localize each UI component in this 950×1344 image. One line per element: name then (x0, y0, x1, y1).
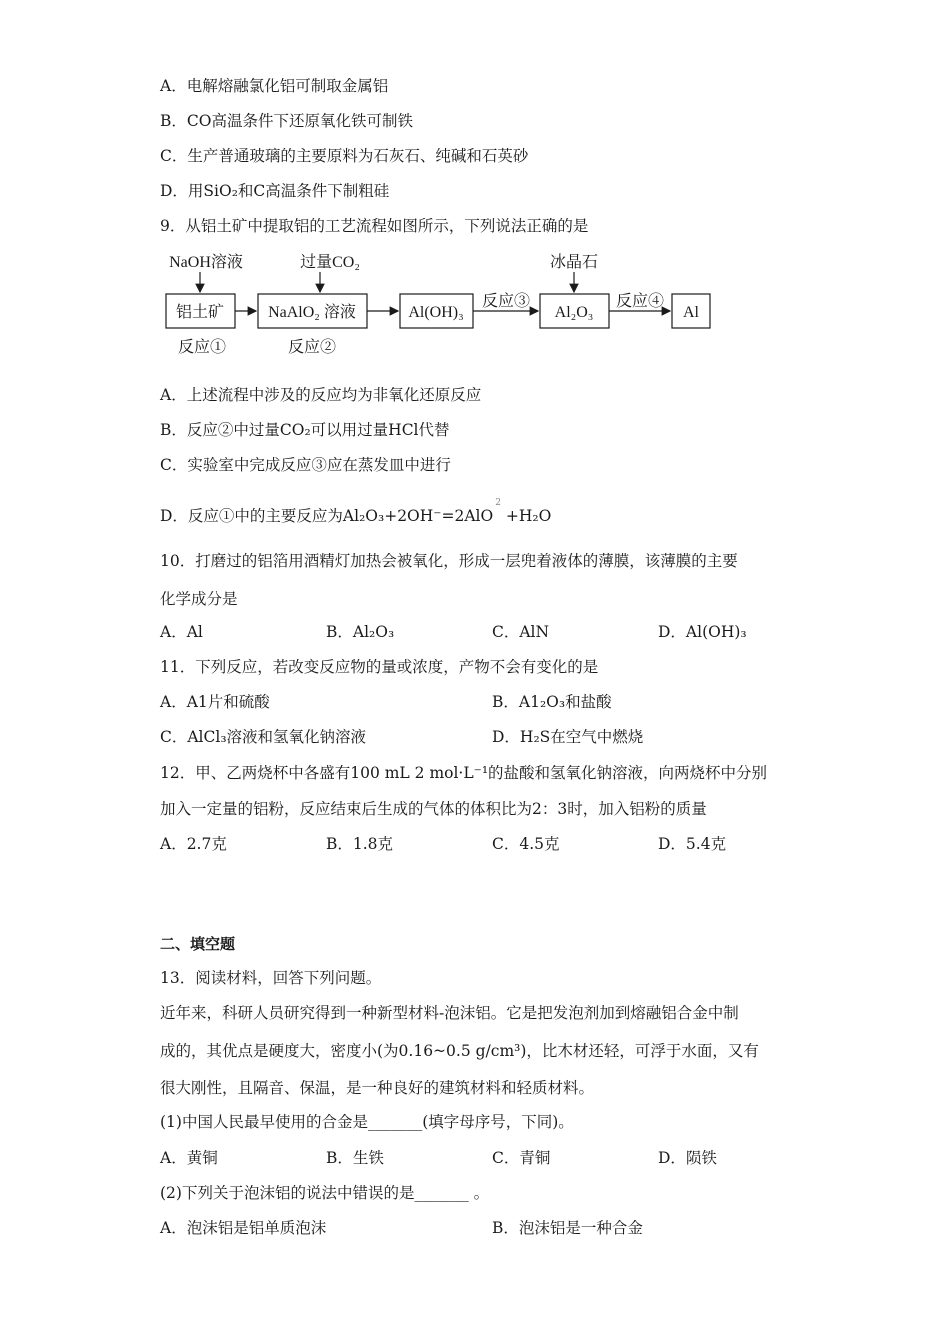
box-naalo2-solution: NaAlO₂ 溶液 (268, 304, 356, 321)
q11-option-d: D．H₂S在空气中燃烧 (492, 728, 644, 746)
q8-option-c: C．生产普通玻璃的主要原料为石灰石、纯碱和石英砂 (160, 147, 529, 165)
q12-stem-line1: 12．甲、乙两烧杯中各盛有100 mL 2 mol·L⁻¹的盐酸和氢氧化钠溶液，向两烧杯中分别 (160, 764, 768, 782)
q12-stem-line2: 加入一定量的铝粉，反应结束后生成的气体的体积比为2：3时，加入铝粉的质量 (160, 800, 707, 818)
q9-option-d-sup: 2 (495, 498, 501, 508)
label-excess-co2: 过量CO₂ (300, 254, 360, 271)
q11-option-b: B．A1₂O₃和盐酸 (492, 693, 612, 711)
label-reaction-4: 反应④ (615, 293, 665, 310)
q13-sub1-stem: (1)中国人民最早使用的合金是_______(填字母序号，下同)。 (160, 1113, 574, 1131)
q13-paragraph-line1: 近年来，科研人员研究得到一种新型材料-泡沫铝。它是把发泡剂加到熔融铝合金中制 (160, 1004, 739, 1022)
q11-stem: 11．下列反应，若改变反应物的量或浓度，产物不会有变化的是 (160, 658, 599, 676)
q8-option-d: D．用SiO₂和C高温条件下制粗硅 (160, 182, 390, 200)
q12-option-a: A．2.7克 (160, 835, 227, 853)
q13-sub1-option-a: A．黄铜 (160, 1149, 218, 1167)
q11-option-c: C．AlCl₃溶液和氢氧化钠溶液 (160, 728, 367, 746)
q13-paragraph-line2: 成的，其优点是硬度大，密度小(为0.16~0.5 g/cm³)，比木材还轻，可浮于水面，又有 (160, 1042, 759, 1060)
label-reaction-2: 反应② (287, 339, 337, 356)
q9-option-d-prefix: D．反应①中的主要反应为Al₂O₃+2OH⁻=2AlO (160, 507, 494, 526)
q13-sub2-option-b: B．泡沫铝是一种合金 (492, 1219, 643, 1237)
q10-stem-line2: 化学成分是 (160, 590, 238, 608)
q12-option-b: B．1.8克 (326, 835, 394, 853)
q10-option-d: D．Al(OH)₃ (658, 623, 747, 641)
q13-paragraph-line3: 很大刚性，且隔音、保温，是一种良好的建筑材料和轻质材料。 (160, 1079, 595, 1097)
q13-stem: 13．阅读材料，回答下列问题。 (160, 969, 382, 987)
q9-option-a: A．上述流程中涉及的反应均为非氧化还原反应 (160, 386, 482, 404)
box-bauxite: 铝土矿 (175, 304, 225, 321)
q10-option-c: C．AlN (492, 623, 550, 641)
q13-sub1-option-c: C．青铜 (492, 1149, 551, 1167)
q13-sub2-option-a: A．泡沫铝是铝单质泡沫 (160, 1219, 327, 1237)
label-naoh-solution: NaOH溶液 (169, 254, 243, 271)
q10-option-b: B．Al₂O₃ (326, 623, 395, 641)
q9-option-c: C．实验室中完成反应③应在蒸发皿中进行 (160, 456, 451, 474)
q8-option-b: B．CO高温条件下还原氧化铁可制铁 (160, 112, 413, 130)
q12-option-d: D．5.4克 (658, 835, 727, 853)
q11-option-a: A．A1片和硫酸 (160, 693, 270, 711)
q8-option-a: A．电解熔融氯化铝可制取金属铝 (160, 77, 389, 95)
q10-option-a: A．Al (160, 623, 203, 641)
label-reaction-1: 反应① (177, 339, 227, 356)
aluminum-process-flow-diagram (160, 248, 720, 360)
label-reaction-3: 反应③ (481, 293, 531, 310)
q13-sub2-stem: (2)下列关于泡沫铝的说法中错误的是_______ 。 (160, 1184, 490, 1202)
label-cryolite: 冰晶石 (549, 254, 599, 271)
box-al2o3: Al₂O₃ (554, 304, 594, 321)
q9-option-b: B．反应②中过量CO₂可以用过量HCl代替 (160, 421, 450, 439)
q9-stem: 9．从铝土矿中提取铝的工艺流程如图所示，下列说法正确的是 (160, 217, 589, 235)
q13-sub1-option-b: B．生铁 (326, 1149, 384, 1167)
box-aloh3: Al(OH)₃ (408, 304, 464, 321)
box-al: Al (683, 304, 699, 321)
q13-sub1-option-d: D．陨铁 (658, 1149, 717, 1167)
q10-stem-line1: 10．打磨过的铝箔用酒精灯加热会被氧化，形成一层兜着液体的薄膜，该薄膜的主要 (160, 552, 738, 570)
q9-option-d-suffix: +H₂O (500, 507, 552, 526)
section-title-fill-in: 二、填空题 (160, 935, 236, 953)
q12-option-c: C．4.5克 (492, 835, 560, 853)
q9-option-d (160, 498, 552, 526)
